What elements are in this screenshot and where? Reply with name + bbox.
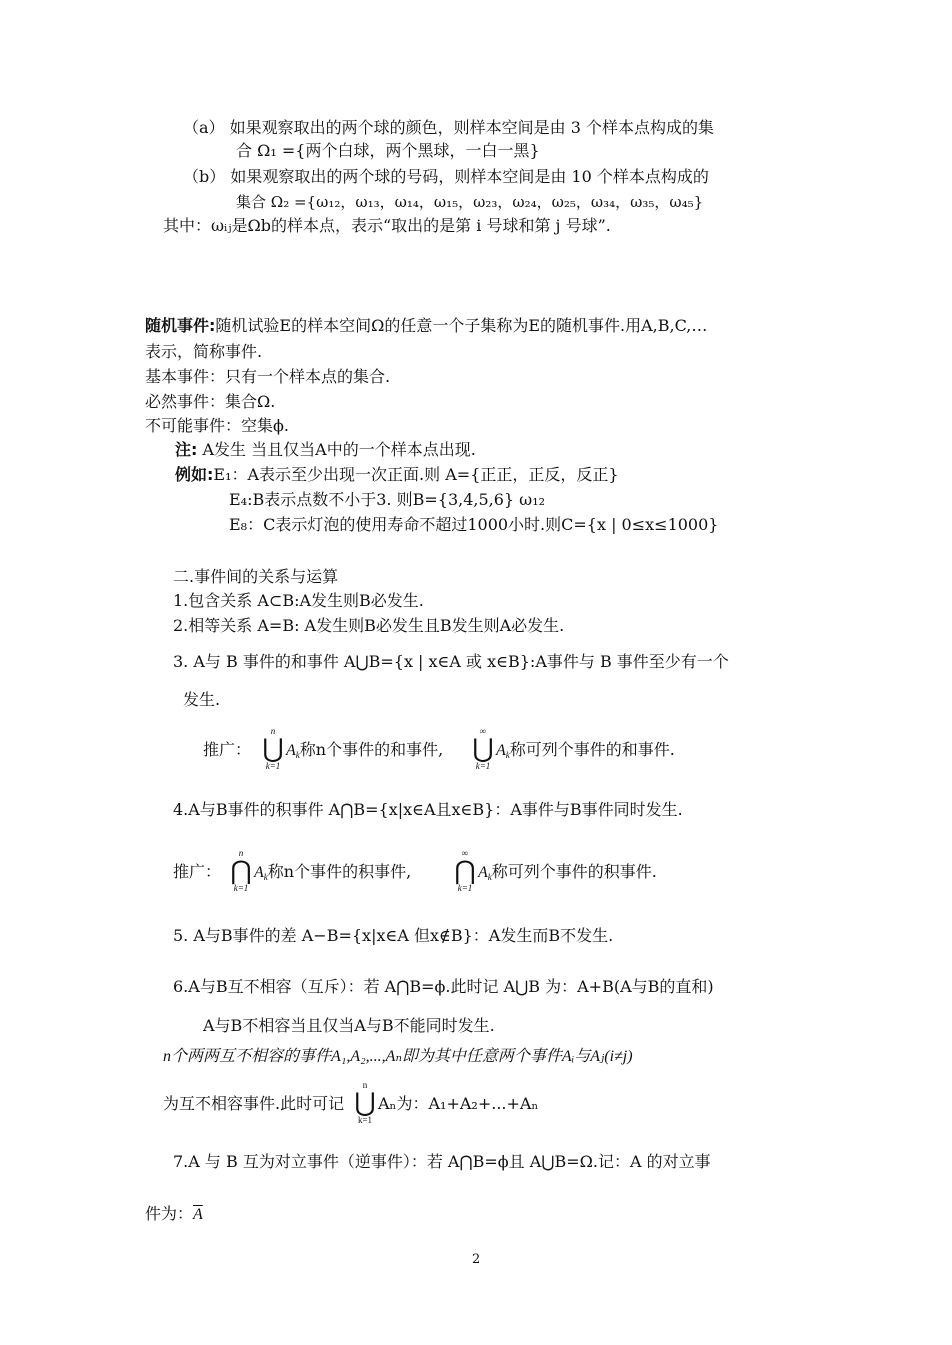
relation-4: 4.A与B事件的积事件 A⋂B={x|x∈A且x∈B}：A事件与B事件同时发生. <box>173 800 683 819</box>
inter-inf-term-a: A <box>478 864 488 881</box>
random-event-def1: 随机试验E的样本空间Ω的任意一个子集称为E的随机事件.用A,B,C,… <box>215 316 708 335</box>
union-inf-desc: 称可列个事件的和事件. <box>509 740 675 759</box>
disjoint-upper-limit: n <box>362 1080 368 1090</box>
complement-symbol: $\overline{A}$ <box>193 1206 203 1223</box>
inter-term-sub: k <box>263 872 268 882</box>
union-generalization-label: 推广： <box>203 740 252 759</box>
relation-6b: A与B不相容当且仅当A与B不能同时发生. <box>203 1016 495 1035</box>
union-generalization-text <box>286 740 443 765</box>
big-intersection-n-operator <box>230 848 252 894</box>
example-line-1 <box>175 465 619 485</box>
note-line <box>175 440 476 460</box>
relation-2: 2.相等关系 A=B: A发生则B必发生且B发生则A必发生. <box>173 616 565 635</box>
note-term: 注: <box>175 440 198 459</box>
inter-lower-limit: k=1 <box>233 883 249 893</box>
example-1: E₁：A表示至少出现一次正面.则 A={正正，正反，反正} <box>213 465 619 484</box>
relation-3b: 发生. <box>183 690 221 709</box>
big-union-icon: ⋃ <box>262 734 284 763</box>
big-intersection-icon: ⋂ <box>230 856 252 885</box>
relation-6d-pre: 为互不相容事件.此时可记 <box>163 1094 345 1113</box>
inter-inf-upper: ∞ <box>461 848 469 858</box>
union-inf-term-sub: k <box>505 750 510 760</box>
big-union-inf-operator <box>472 726 494 772</box>
big-union-n-operator <box>262 726 284 772</box>
relation-3a: 3. A与 B 事件的和事件 A⋃B={x | x∈A 或 x∈B}:A事件与 B 事件至少有一个 <box>173 652 729 671</box>
relation-1: 1.包含关系 A⊂B:A发生则B必发生. <box>173 591 424 610</box>
big-union-disjoint-icon: ⋃ <box>354 1088 376 1117</box>
inter-inf-desc: 称可列个事件的积事件. <box>491 862 657 881</box>
relation-6c: n个两两互不相容的事件A₁,A₂,...,Aₙ即为其中任意两个事件Aᵢ与Aⱼ(i≠j) <box>163 1048 633 1065</box>
big-union-disjoint-operator <box>354 1080 376 1126</box>
big-union-inf-icon: ⋃ <box>472 734 494 763</box>
sample-space-note: 其中：ωᵢⱼ是Ωb的样本点，表示“取出的是第 i 号球和第 j 号球”. <box>163 216 611 235</box>
random-event-definition <box>145 316 707 336</box>
impossible-event: 不可能事件：空集ϕ. <box>145 416 289 435</box>
union-inf-upper: ∞ <box>479 726 487 736</box>
sample-space-b-line2: 集合 Ω₂ ={ω₁₂，ω₁₃，ω₁₄，ω₁₅，ω₂₃，ω₂₄，ω₂₅，ω₃₄，ω₃₅，ω₄₅} <box>236 193 704 211</box>
disjoint-lower-limit: k=1 <box>357 1115 373 1125</box>
union-lower-limit: k=1 <box>265 761 281 771</box>
certain-event: 必然事件：集合Ω. <box>145 392 276 411</box>
big-intersection-inf-icon: ⋂ <box>454 856 476 885</box>
example-2: E₄:B表示点数不小于3. 则B={3,4,5,6} ω₁₂ <box>229 490 546 509</box>
relation-6d-post: Aₙ为：A₁+A₂+...+Aₙ <box>378 1094 539 1113</box>
relation-7b-text: 件为： <box>145 1204 194 1223</box>
inter-term-a: A <box>254 864 264 881</box>
inter-n-desc: 称n个事件的积事件, <box>267 862 412 881</box>
random-event-term: 随机事件: <box>145 316 216 335</box>
inter-inf-lower: k=1 <box>457 883 473 893</box>
inter-upper-limit: n <box>238 848 244 858</box>
union-inf-text <box>496 740 675 765</box>
note-text: A发生 当且仅当A中的一个样本点出现. <box>197 440 476 459</box>
intersection-inf-text <box>478 862 657 887</box>
union-term-a: A <box>286 742 296 759</box>
example-term: 例如: <box>175 465 214 484</box>
sample-space-a-line2: 合 Ω₁ ={两个白球，两个黑球，一白一黑} <box>236 141 540 160</box>
basic-event: 基本事件：只有一个样本点的集合. <box>145 367 391 386</box>
union-inf-term-a: A <box>496 742 506 759</box>
relation-6a: 6.A与B互不相容（互斥）：若 A⋂B=ϕ.此时记 A⋃B 为：A+B(A与B的直和) <box>173 977 714 996</box>
page-number: 2 <box>472 1252 481 1267</box>
inter-inf-term-sub: k <box>487 872 492 882</box>
sample-space-a-line1: （a） 如果观察取出的两个球的颜色，则样本空间是由 3 个样本点构成的集 <box>183 118 714 137</box>
random-event-def2: 表示，简称事件. <box>145 342 263 361</box>
union-n-desc: 称n个事件的和事件, <box>299 740 444 759</box>
union-inf-lower: k=1 <box>475 761 491 771</box>
union-upper-limit: n <box>270 726 276 736</box>
relations-heading: 二.事件间的关系与运算 <box>173 567 339 586</box>
intersection-n-text <box>254 862 411 887</box>
union-term-sub: k <box>295 750 300 760</box>
example-3: E₈：C表示灯泡的使用寿命不超过1000小时.则C={x | 0≤x≤1000} <box>229 515 719 534</box>
relation-5: 5. A与B事件的差 A−B={x|x∈A 但x∉B}：A发生而B不发生. <box>173 926 614 945</box>
relation-7b <box>145 1204 203 1225</box>
big-intersection-inf-operator <box>454 848 476 894</box>
relation-7a: 7.A 与 B 互为对立事件（逆事件）：若 A⋂B=ϕ且 A⋃B=Ω.记：A 的对立事 <box>173 1152 711 1171</box>
sample-space-b-line1: （b） 如果观察取出的两个球的号码，则样本空间是由 10 个样本点构成的 <box>183 167 709 186</box>
intersection-generalization-label: 推广： <box>173 862 222 881</box>
